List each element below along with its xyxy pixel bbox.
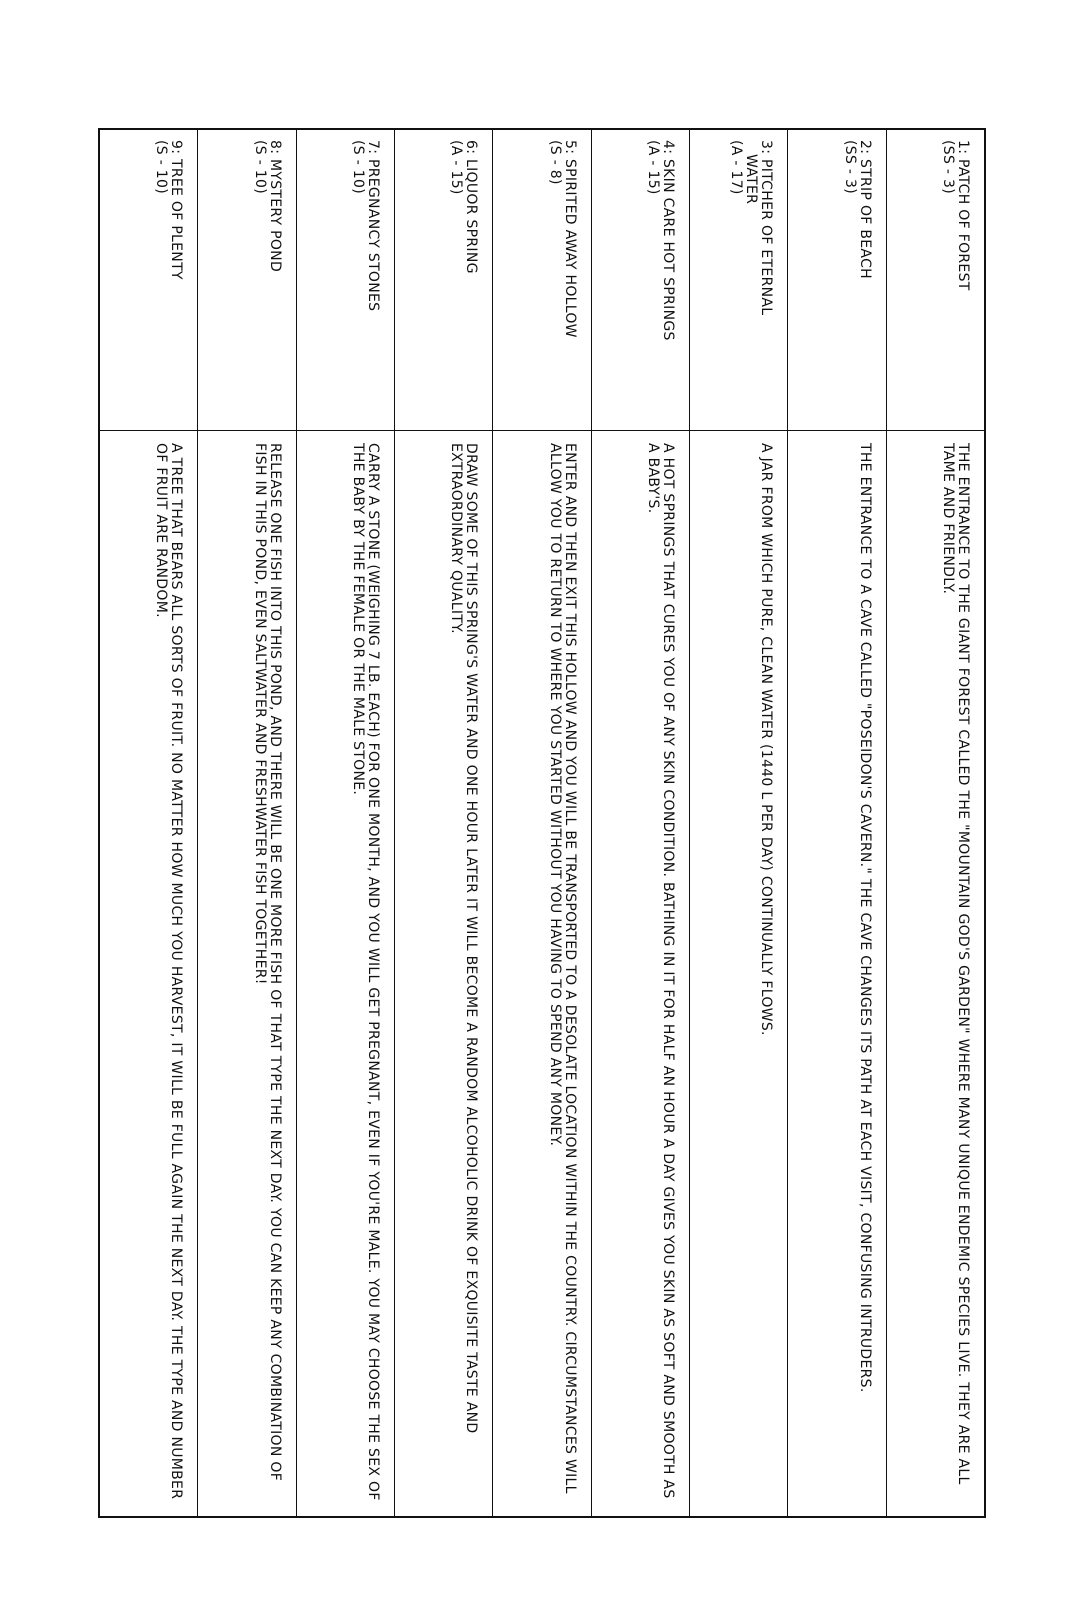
item-rank: (SS - 3) bbox=[940, 140, 956, 194]
table-row bbox=[197, 130, 295, 1516]
item-name: 6: LIQUOR SPRING bbox=[463, 140, 480, 274]
table-row bbox=[296, 130, 394, 1516]
item-name-cell bbox=[788, 130, 885, 431]
item-description: THE ENTRANCE TO A CAVE CALLED "POSEIDON'S CAVERN." THE CAVE CHANGES ITS PATH AT EACH VISIT, CONFUSING INTRUDERS. bbox=[856, 443, 873, 1393]
item-name-cell bbox=[690, 130, 787, 431]
item-description: A TREE THAT BEARS ALL SORTS OF FRUIT. NO MATTER HOW MUCH YOU HARVEST, IT WILL BE FULL AGAIN THE NEXT DAY. THE TYPE AND NUMBER OF FRUIT ARE RANDOM. bbox=[153, 443, 185, 1500]
item-name: 3: PITCHER OF ETERNAL bbox=[758, 140, 775, 316]
table-row bbox=[689, 130, 787, 1516]
item-rank: (SS - 3) bbox=[841, 140, 858, 194]
item-rank: (A - 15) bbox=[448, 140, 465, 195]
table-row bbox=[886, 130, 984, 1516]
table-row bbox=[394, 130, 492, 1516]
item-name: WATER bbox=[743, 154, 760, 205]
item-rank: (S - 10) bbox=[251, 140, 268, 194]
item-name-cell bbox=[198, 130, 295, 431]
item-name: 4: SKIN CARE HOT SPRINGS bbox=[660, 140, 677, 341]
item-name: 8: MYSTERY POND bbox=[266, 140, 283, 273]
item-name: 5: SPIRITED AWAY HOLLOW bbox=[561, 140, 578, 338]
item-name-cell bbox=[395, 130, 492, 431]
card-list-table-frame bbox=[98, 128, 986, 1518]
table-row bbox=[492, 130, 590, 1516]
item-description: DRAW SOME OF THIS SPRING'S WATER AND ONE HOUR LATER IT WILL BECOME A RANDOM ALCOHOLIC DRINK OF EXQUISITE TASTE AND EXTRAORDINARY QUALITY. bbox=[448, 443, 480, 1434]
table-row bbox=[591, 130, 689, 1516]
item-name-cell bbox=[592, 130, 689, 431]
table-row bbox=[100, 130, 197, 1516]
item-rank: (A - 15) bbox=[645, 140, 662, 195]
item-name-cell bbox=[887, 130, 984, 431]
item-rank: (S - 8) bbox=[546, 140, 563, 185]
item-description: A HOT SPRINGS THAT CURES YOU OF ANY SKIN CONDITION. BATHING IN IT FOR HALF AN HOUR A DAY GIVES YOU SKIN AS SOFT AND SMOOTH AS A BABY'S. bbox=[645, 443, 677, 1499]
item-rank: (S - 10) bbox=[350, 140, 367, 194]
item-name-cell bbox=[100, 130, 197, 431]
card-list-table bbox=[98, 128, 986, 1518]
item-name-cell bbox=[493, 130, 590, 431]
item-description: ENTER AND THEN EXIT THIS HOLLOW AND YOU WILL BE TRANSPORTED TO A DESOLATE LOCATION WITHIN THE COUNTRY. CIRCUMSTANCES WILL ALLOW YOU TO RETURN TO WHERE YOU STARTED WITHOUT YOU HAVING TO SPEND ANY MONEY. bbox=[546, 443, 578, 1494]
item-description: CARRY A STONE (WEIGHING 7 LB. EACH) FOR ONE MONTH, AND YOU WILL GET PREGNANT, EVEN IF YOU'RE MALE. YOU MAY CHOOSE THE SEX OF THE BABY BY THE FEMALE OR THE MALE STONE. bbox=[350, 443, 382, 1501]
item-description: A JAR FROM WHICH PURE, CLEAN WATER (1440 L PER DAY) CONTINUALLY FLOWS. bbox=[758, 443, 775, 1036]
item-description: RELEASE ONE FISH INTO THIS POND, AND THERE WILL BE ONE MORE FISH OF THAT TYPE THE NEXT DAY. YOU CAN KEEP ANY COMBINATION OF FISH IN THIS POND, EVEN SALTWATER AND FRESHWATER FISH TOGETHER! bbox=[251, 443, 283, 1482]
item-name: 7: PREGNANCY STONES bbox=[365, 140, 382, 312]
item-name: 1: PATCH OF FOREST bbox=[955, 140, 971, 291]
item-description: THE ENTRANCE TO THE GIANT FOREST CALLED THE "MOUNTAIN GOD'S GARDEN" WHERE MANY UNIQUE ENDEMIC SPECIES LIVE. THEY ARE ALL TAME AND FRIENDLY. bbox=[940, 443, 971, 1485]
item-rank: (S - 10) bbox=[153, 140, 170, 194]
item-rank: (A - 17) bbox=[728, 140, 745, 195]
item-name: 9: TREE OF PLENTY bbox=[168, 140, 185, 280]
item-name: 2: STRIP OF BEACH bbox=[856, 140, 873, 279]
table-row bbox=[787, 130, 885, 1516]
item-name-cell bbox=[297, 130, 394, 431]
